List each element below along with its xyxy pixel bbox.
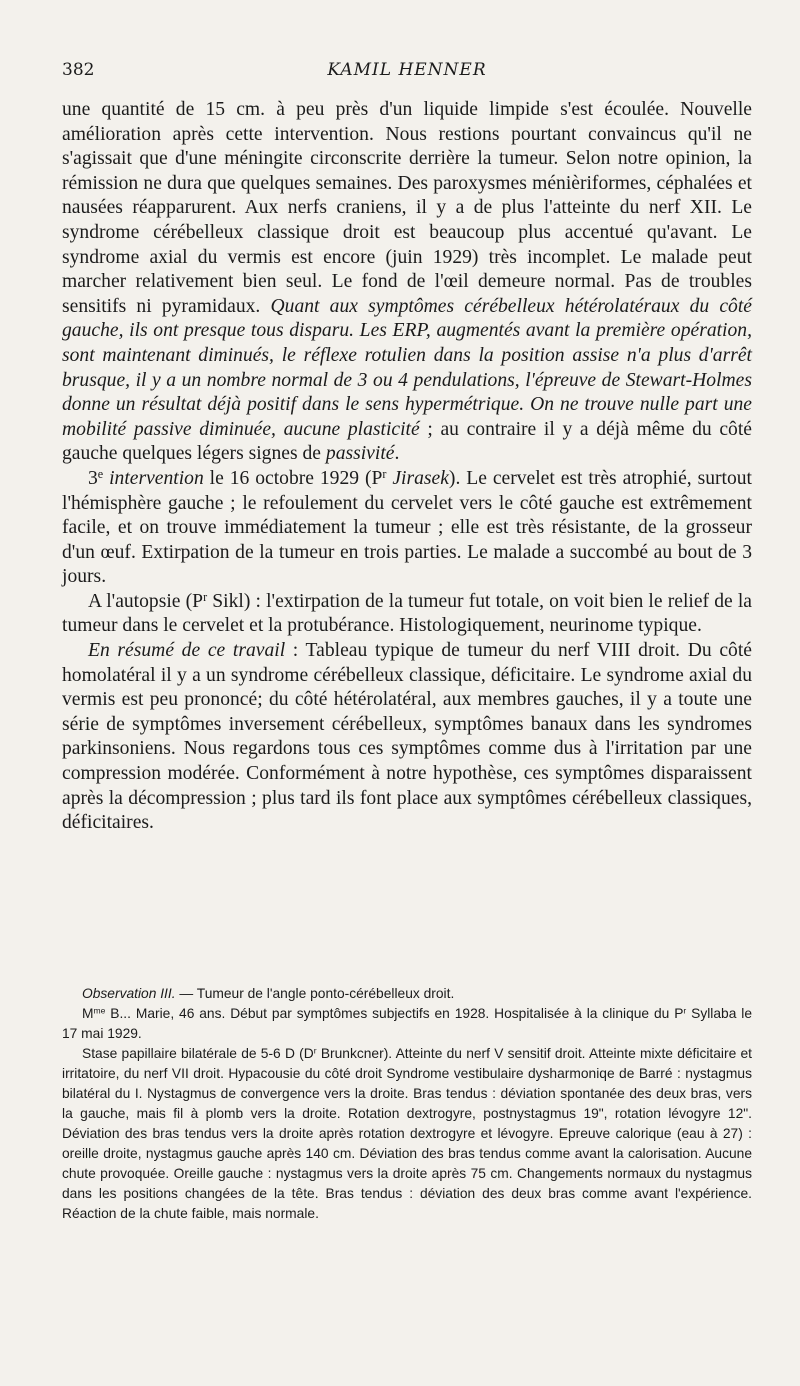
superscript: r <box>203 589 208 604</box>
text-span: . <box>394 443 400 465</box>
superscript: r <box>683 1005 687 1016</box>
text-span: Stase papillaire bilatérale de 5-6 D (D <box>82 1046 314 1061</box>
text-span: : Tableau typique de tumeur du nerf VIII droit. Du côté homolatéral il y a un syndrome cérébelleux classique, déficitaire. Le syndrome axial du vermis est peu prononcé; du côté hétérolatéral, aux membres gauches, il y a toute une série de symptômes inversement cérébelleux, symptômes banaux dans les syndromes parkinsoniens. Nous regardons tous ces symptômes comme dus à l'irritation par une compression modérée. Conformément à notre hypothèse, ces symptômes disparaissent après la décompression ; plus tard ils font place aux symptômes cérébelleux classiques, déficitaires. <box>62 640 752 834</box>
paragraph <box>62 590 752 639</box>
paragraph <box>62 467 752 590</box>
page-header <box>62 60 752 84</box>
superscript: r <box>382 466 387 481</box>
main-text <box>62 98 752 836</box>
text-span: M <box>82 1006 94 1021</box>
text-span: Sikl) : l'extirpation de la tumeur fut totale, on voit bien le relief de la tumeur dans le cervelet et la protubérance. Histologiquement, neurinome typique. <box>62 590 752 637</box>
page-number: 382 <box>62 60 95 80</box>
text-span: une quantité de 15 cm. à peu près d'un liquide limpide s'est écoulée. Nouvelle amélioration après cette intervention. Nous restions pourtant convaincus qu'il ne s'agissait que d'une méningite circonscrite derrière la tumeur. Selon notre opinion, la rémission ne dura que quelques semaines. Des paroxysmes ménièriformes, céphalées et nausées réapparurent. Aux nerfs craniens, il y a de plus l'atteinte du nerf XII. Le syndrome cérébelleux classique droit est beaucoup plus accentué qu'avant. Le syndrome axial du vermis est encore (juin 1929) très incomplet. Le malade peut marcher relativement bien seul. Le fond de l'œil demeure normal. Pas de troubles sensitifs ni pyramidaux. <box>62 99 752 317</box>
text-span: ). Le cervelet est très atrophié, surtout l'hémisphère gauche ; le refoulement du cervelet vers le côté gauche est extrêmement facile, et on trouve immédiatement la tumeur ; elle est très résistante, de la grosseur d'un œuf. Extirpation de la tumeur en trois parties. Le malade a succombé au bout de 3 jours. <box>62 467 752 588</box>
italic-text: Quant aux symptômes cérébelleux hétérolatéraux du côté gauche, ils ont presque tous disparu. Les ERP, augmentés avant la première opération, sont maintenant diminués, le réflexe rotulien dans la position assise n'a plus d'arrêt brusque, il y a un nombre normal de 3 ou 4 pendulations, l'épreuve de Stewart-Holmes donne un résultat déjà positif dans le sens hypermétrique. On ne trouve nulle part une mobilité passive diminuée, aucune plasticité <box>62 295 752 440</box>
superscript: r <box>313 1045 317 1056</box>
text-span: Syllaba le 17 mai 1929. <box>62 1006 753 1041</box>
italic-text: intervention <box>103 467 204 489</box>
text-span: 3 <box>88 467 98 489</box>
italic-text: Jirasek <box>386 467 449 489</box>
running-head: KAMIL HENNER <box>327 60 487 80</box>
text-span: le 16 octobre 1929 (P <box>203 467 383 489</box>
italic-text: passivité <box>325 443 395 465</box>
observation-title: Observation III. <box>82 986 176 1001</box>
paragraph <box>62 1004 752 1044</box>
text-span: B... Marie, 46 ans. Début par symptômes subjectifs en 1928. Hospitalisée à la clinique du P <box>105 1006 684 1021</box>
superscript: e <box>97 466 104 481</box>
text-span: ; au contraire il y a déjà même du côté gauche quelques légers signes de <box>62 418 752 465</box>
paragraph <box>62 98 752 467</box>
paragraph <box>62 639 752 836</box>
text-span: Brunkcner). Atteinte du nerf V sensitif droit. Atteinte mixte déficitaire et irritatoire, du nerf VII droit. Hypacousie du côté droit Syndrome vestibulaire dysharmoniqe de Barré : nystagmus bilatéral du I. Nystagmus de convergence vers la droite. Bras tendus : déviation spontanée des deux bras, vers la gauche, mais fil à plomb vers la droite. Rotation dextrogyre, postnystagmus 19", rotation lévogyre 12". Déviation des bras tendus vers la droite après rotation dextrogyre et lévogyre. Epreuve calorique (eau à 27) : oreille droite, nystagmus gauche après 140 cm. Déviation des bras tendus comme avant la calorisation. Aucune chute provoquée. Oreille gauche : nystagmus vers la droite après 75 cm. Changements normaux du nystagmus dans les positions changées de la tête. Bras tendus : déviation des deux bras comme avant l'expérience. Réaction de la chute faible, mais normale. <box>62 1046 752 1221</box>
superscript: me <box>93 1005 106 1016</box>
observation-block <box>62 984 752 1224</box>
observation-heading <box>62 984 752 1004</box>
paragraph <box>62 1044 752 1224</box>
text-span: A l'autopsie (P <box>88 590 204 612</box>
text-span: — Tumeur de l'angle ponto-cérébelleux droit. <box>175 986 455 1001</box>
italic-text: En résumé de ce travail <box>88 640 286 662</box>
